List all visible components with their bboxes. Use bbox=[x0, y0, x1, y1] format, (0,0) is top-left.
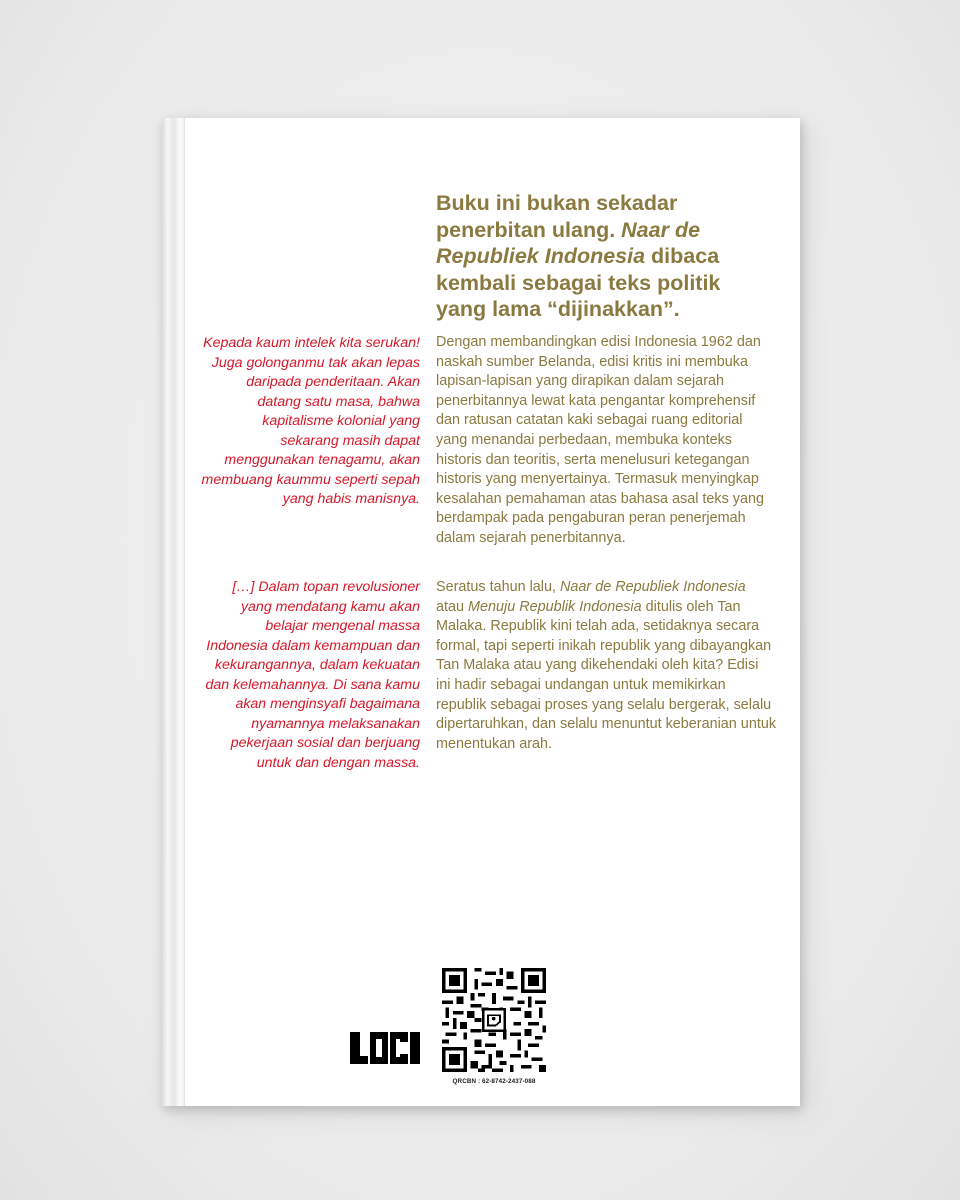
qrcbn-number: QRCBN : 62-8742-2437-088 bbox=[452, 1078, 536, 1085]
quote-revolution: […] Dalam topan revolusioner yang mendatang kamu akan belajar mengenal massa Indonesia dalam kemampuan dan kekurangannya, dalam kekuatan dan kelemahannya. Di sana kamu akan menginsyafi bagaimana nyamannya melaksanakan pekerjaan sosial dan berjuang untuk dan dengan massa. bbox=[205, 579, 420, 771]
quote-intellectuals: Kepada kaum intelek kita serukan! Juga golonganmu tak akan lepas daripada penderitaan. Akan datang satu masa, bahwa kapitalisme kolonial yang sekarang masih dapat menggunakan tenagamu, akan membuang kaummu seperti sepah yang habis manisnya. bbox=[201, 335, 420, 507]
qr-code-icon bbox=[442, 968, 546, 1072]
cover-headline bbox=[436, 190, 766, 323]
p2-end: ditulis oleh Tan Malaka. Republik kini telah ada, setidaknya secara formal, tapi seperti inikah republik yang dibayangkan Tan Malaka atau yang dikehendaki oleh kita? Edisi ini hadir sebagai undangan untuk memikirkan republik sebagai proses yang selalu bergerak, selalu dipertaruhkan, dan selalu menuntut keberanian untuk menentukan arah. bbox=[436, 598, 777, 752]
headline-book-title: Naar de Republiek Indonesia bbox=[436, 217, 701, 269]
p2-title-dutch: Naar de Republiek Indonesia bbox=[560, 579, 746, 595]
blurb-paragraph-1: Dengan membandingkan edisi Indonesia 1962 dan naskah sumber Belanda, edisi kritis ini membuka lapisan-lapisan yang dirapikan dalam sejarah penerbitannya lewat kata pengantar komprehensif dan ratusan catatan kaki sebagai ruang editorial yang menandai perbedaan, membuka konteks historis dan teoritis, serta menelusuri ketegangan historis yang menyertainya. Termasuk menyingkap kesalahan pemahaman atas bahasa asal teks yang berdampak pada pengaburan peran penerjemah dalam sejarah penerbitannya. bbox=[436, 334, 765, 546]
p2-start: Seratus tahun lalu, bbox=[436, 579, 560, 595]
book-back-cover bbox=[162, 118, 800, 1106]
loci-logo bbox=[348, 1026, 424, 1066]
blurb-paragraph-2 bbox=[436, 578, 776, 754]
headline-part2: dibaca kembali sebagai teks politik yang lama “dijinakkan”. bbox=[436, 244, 721, 322]
book-spine bbox=[162, 118, 184, 1106]
p2-mid: atau bbox=[436, 598, 469, 615]
p2-title-indonesian: Menuju Republik Indonesia bbox=[468, 598, 642, 615]
spine-hinge bbox=[184, 118, 185, 1106]
headline-part1: Buku ini bukan sekadar penerbitan ulang. bbox=[436, 191, 678, 242]
